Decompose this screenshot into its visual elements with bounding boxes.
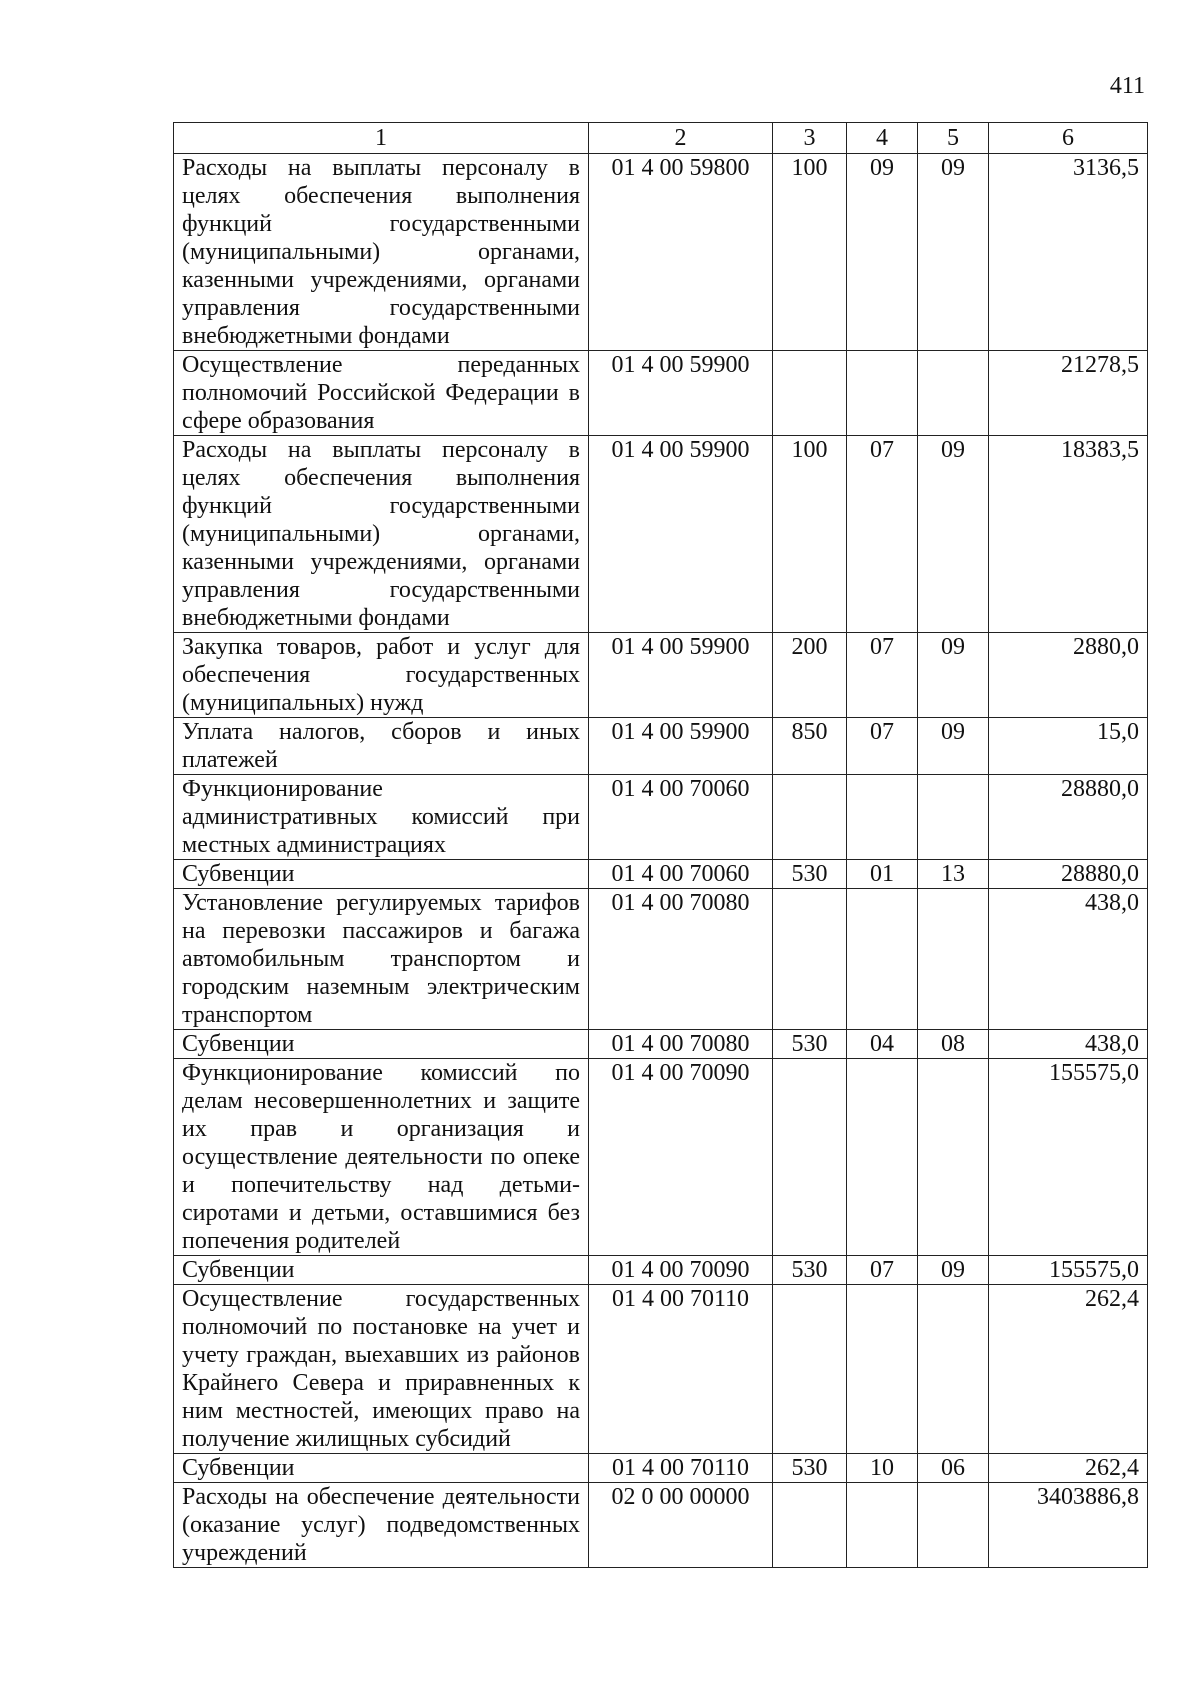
row-col-4 — [847, 351, 918, 436]
row-description: Осуществление государственных полномочий по постановке на учет и учету граждан, выехавших из районов Крайнего Севера и приравненных к ним местностей, имеющих право на получение жилищных субсидий — [174, 1285, 589, 1454]
row-col-3 — [773, 1285, 847, 1454]
table-row — [174, 775, 1148, 860]
row-code: 01 4 00 70090 — [589, 1059, 773, 1256]
row-col-4 — [847, 775, 918, 860]
row-description: Закупка товаров, работ и услуг для обеспечения государственных (муниципальных) нужд — [174, 633, 589, 718]
row-col-5: 09 — [918, 154, 989, 351]
row-amount: 3403886,8 — [989, 1483, 1148, 1568]
row-code: 01 4 00 70060 — [589, 860, 773, 889]
row-description: Функционирование комиссий по делам несовершеннолетних и защите их прав и организация и осуществление деятельности по опеке и попечительству над детьми-сиротами и детьми, оставшимися без попечения родителей — [174, 1059, 589, 1256]
row-description: Субвенции — [174, 860, 589, 889]
row-col-5 — [918, 1483, 989, 1568]
page-number: 411 — [1109, 73, 1145, 99]
row-col-5: 09 — [918, 718, 989, 775]
row-col-4: 07 — [847, 633, 918, 718]
row-amount: 28880,0 — [989, 860, 1148, 889]
row-col-5: 08 — [918, 1030, 989, 1059]
table-row — [174, 1454, 1148, 1483]
row-col-4: 10 — [847, 1454, 918, 1483]
row-col-5: 09 — [918, 1256, 989, 1285]
header-col-1: 1 — [174, 123, 589, 154]
row-amount: 15,0 — [989, 718, 1148, 775]
row-amount: 438,0 — [989, 1030, 1148, 1059]
table-row — [174, 154, 1148, 351]
row-col-5: 09 — [918, 633, 989, 718]
row-col-4 — [847, 1483, 918, 1568]
row-amount: 28880,0 — [989, 775, 1148, 860]
row-amount: 2880,0 — [989, 633, 1148, 718]
row-amount: 21278,5 — [989, 351, 1148, 436]
row-col-3: 530 — [773, 1030, 847, 1059]
row-col-3: 100 — [773, 436, 847, 633]
row-code: 01 4 00 59900 — [589, 436, 773, 633]
row-col-3 — [773, 889, 847, 1030]
row-col-5: 06 — [918, 1454, 989, 1483]
row-col-4 — [847, 889, 918, 1030]
row-code: 01 4 00 59900 — [589, 351, 773, 436]
row-col-4: 01 — [847, 860, 918, 889]
row-description: Субвенции — [174, 1454, 589, 1483]
table-header-row — [174, 123, 1148, 154]
row-amount: 18383,5 — [989, 436, 1148, 633]
table-row — [174, 718, 1148, 775]
budget-table — [173, 122, 1148, 1568]
row-col-4 — [847, 1285, 918, 1454]
row-code: 01 4 00 70080 — [589, 1030, 773, 1059]
row-description: Установление регулируемых тарифов на перевозки пассажиров и багажа автомобильным транспортом и городским наземным электрическим транспортом — [174, 889, 589, 1030]
row-code: 01 4 00 70060 — [589, 775, 773, 860]
row-description: Функционирование административных комиссий при местных администрациях — [174, 775, 589, 860]
table-row — [174, 889, 1148, 1030]
row-code: 01 4 00 59900 — [589, 718, 773, 775]
row-code: 01 4 00 70080 — [589, 889, 773, 1030]
row-col-3 — [773, 1059, 847, 1256]
table-row — [174, 1059, 1148, 1256]
row-col-5: 09 — [918, 436, 989, 633]
row-description: Расходы на выплаты персоналу в целях обеспечения выполнения функций государственными (муниципальными) органами, казенными учреждениями, органами управления государственными внебюджетными фондами — [174, 436, 589, 633]
row-col-3: 530 — [773, 1454, 847, 1483]
row-col-3 — [773, 775, 847, 860]
row-code: 01 4 00 70110 — [589, 1285, 773, 1454]
row-col-5 — [918, 775, 989, 860]
row-col-3 — [773, 1483, 847, 1568]
table-row — [174, 1483, 1148, 1568]
table-body — [174, 154, 1148, 1568]
table-row — [174, 1256, 1148, 1285]
row-col-5 — [918, 351, 989, 436]
row-col-3 — [773, 351, 847, 436]
table-row — [174, 1030, 1148, 1059]
row-col-3: 850 — [773, 718, 847, 775]
row-description: Уплата налогов, сборов и иных платежей — [174, 718, 589, 775]
row-description: Расходы на обеспечение деятельности (оказание услуг) подведомственных учреждений — [174, 1483, 589, 1568]
row-description: Субвенции — [174, 1030, 589, 1059]
row-col-3: 530 — [773, 1256, 847, 1285]
row-amount: 438,0 — [989, 889, 1148, 1030]
table-row — [174, 436, 1148, 633]
row-amount: 262,4 — [989, 1454, 1148, 1483]
header-col-3: 3 — [773, 123, 847, 154]
row-code: 01 4 00 70090 — [589, 1256, 773, 1285]
row-col-4: 09 — [847, 154, 918, 351]
table-row — [174, 351, 1148, 436]
row-code: 01 4 00 59800 — [589, 154, 773, 351]
row-col-4: 07 — [847, 1256, 918, 1285]
row-col-3: 530 — [773, 860, 847, 889]
row-col-4: 07 — [847, 436, 918, 633]
table-row — [174, 860, 1148, 889]
row-description: Субвенции — [174, 1256, 589, 1285]
row-col-5 — [918, 1059, 989, 1256]
row-description: Расходы на выплаты персоналу в целях обеспечения выполнения функций государственными (муниципальными) органами, казенными учреждениями, органами управления государственными внебюджетными фондами — [174, 154, 589, 351]
row-amount: 155575,0 — [989, 1059, 1148, 1256]
row-description: Осуществление переданных полномочий Российской Федерации в сфере образования — [174, 351, 589, 436]
row-col-4: 04 — [847, 1030, 918, 1059]
row-col-3: 200 — [773, 633, 847, 718]
row-code: 01 4 00 70110 — [589, 1454, 773, 1483]
table-row — [174, 633, 1148, 718]
row-col-4: 07 — [847, 718, 918, 775]
header-col-6: 6 — [989, 123, 1148, 154]
row-col-5: 13 — [918, 860, 989, 889]
row-amount: 262,4 — [989, 1285, 1148, 1454]
row-col-5 — [918, 1285, 989, 1454]
row-amount: 3136,5 — [989, 154, 1148, 351]
header-col-2: 2 — [589, 123, 773, 154]
row-code: 01 4 00 59900 — [589, 633, 773, 718]
row-col-4 — [847, 1059, 918, 1256]
row-code: 02 0 00 00000 — [589, 1483, 773, 1568]
row-col-5 — [918, 889, 989, 1030]
table-row — [174, 1285, 1148, 1454]
header-col-5: 5 — [918, 123, 989, 154]
header-col-4: 4 — [847, 123, 918, 154]
row-amount: 155575,0 — [989, 1256, 1148, 1285]
row-col-3: 100 — [773, 154, 847, 351]
